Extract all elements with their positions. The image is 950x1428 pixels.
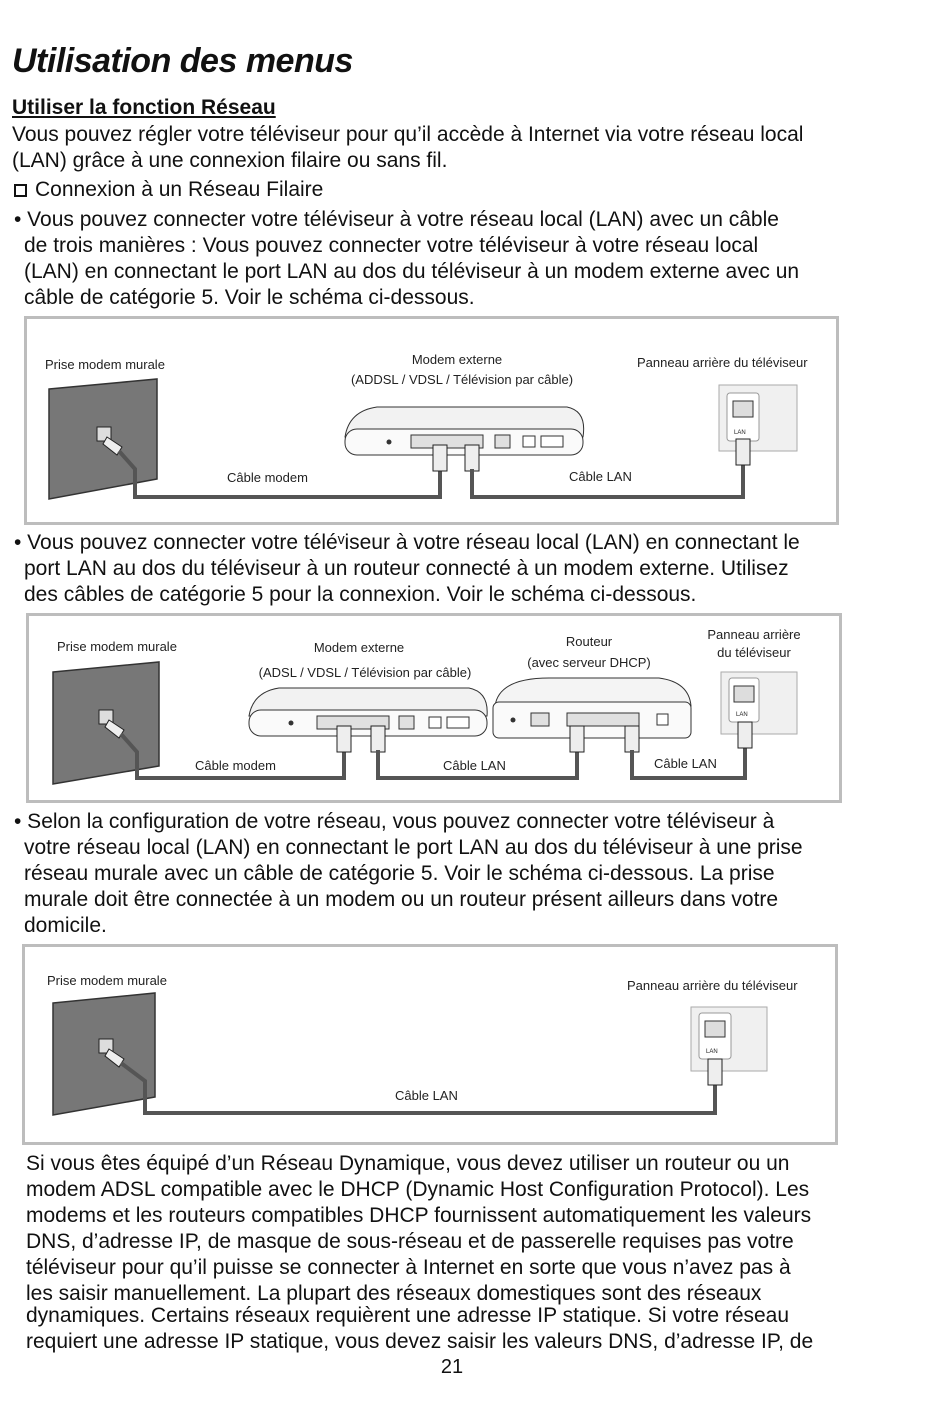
bullet-line: domicile. <box>24 914 107 937</box>
intro-paragraph <box>12 122 803 174</box>
cable-plug-icon <box>570 726 584 752</box>
label-tv-panel: Panneau arrière <box>707 627 801 642</box>
router-led-icon <box>511 718 516 723</box>
rj45-port-icon <box>705 1021 725 1037</box>
router-wan-port-icon <box>531 713 549 726</box>
rj45-port-icon <box>733 401 753 417</box>
label-modem-type: (ADDSL / VDSL / Télévision par câble) <box>350 372 574 387</box>
label-modem-title: Modem externe <box>313 640 405 655</box>
paragraph-line: modems et les routeurs compatibles DHCP fournissent automatiquement les valeurs <box>26 1204 812 1227</box>
cable-plug-icon <box>337 726 351 752</box>
diagram-modem-connection <box>24 316 839 525</box>
bullet-line: réseau murale avec un câble de catégorie 5. Voir le schéma ci-dessous. La prise <box>24 862 775 885</box>
label-lan-cable: Câble LAN <box>395 1088 458 1103</box>
label-lan-port: LAN <box>736 712 748 718</box>
paragraph-line: requiert une adresse IP statique, vous devez saisir les valeurs DNS, d’adresse IP, de <box>26 1330 814 1353</box>
label-wall-socket: Prise modem murale <box>45 357 165 372</box>
bullet-line: • Vous pouvez connecter votre téléᵛiseur à votre réseau local (LAN) en connectant le <box>14 531 800 554</box>
paragraph-line: les saisir manuellement. La plupart des réseaux domestiques sont des réseaux <box>26 1282 762 1305</box>
diagram-router-connection <box>26 613 842 803</box>
label-wall-socket: Prise modem murale <box>57 639 177 654</box>
label-lan-cable: Câble LAN <box>443 758 506 773</box>
bullet-line: de trois manières : Vous pouvez connecter votre téléviseur à votre réseau local <box>24 234 759 257</box>
page-title: Utilisation des menus <box>12 42 353 80</box>
modem-power-port-icon <box>541 436 563 447</box>
label-lan-port: LAN <box>734 430 746 436</box>
modem-power-port-icon <box>447 717 469 728</box>
label-lan-cable: Câble LAN <box>569 469 632 484</box>
label-modem-cable: Câble modem <box>227 470 308 485</box>
modem-led-icon <box>289 721 294 726</box>
wall-socket-icon <box>53 993 155 1115</box>
modem-wan-port-icon <box>495 435 510 448</box>
diagram-1-drawing <box>27 319 842 528</box>
modem-wan-port-icon <box>399 716 414 729</box>
bullet-paragraph-2 <box>14 530 800 608</box>
label-modem-cable: Câble modem <box>195 758 276 773</box>
router-lan-ports-icon <box>567 713 639 726</box>
paragraph-line: modem ADSL compatible avec le DHCP (Dynamic Host Configuration Protocol). Les <box>26 1178 810 1201</box>
checkbox-icon <box>14 184 27 197</box>
diagram-wall-connection <box>22 944 838 1145</box>
paragraph-line: téléviseur pour qu’il puisse se connecter à Internet en sorte que vous n’avez pas à <box>26 1256 791 1279</box>
bullet-line: votre réseau local (LAN) en connectant le port LAN au dos du téléviseur à une prise <box>24 836 803 859</box>
modem-led-icon <box>387 440 392 445</box>
modem-button-icon <box>523 436 535 447</box>
checkbox-label: Connexion à un Réseau Filaire <box>35 178 324 201</box>
label-lan-cable-2: Câble LAN <box>654 756 717 771</box>
page-number: 21 <box>440 1356 464 1378</box>
cable-plug-icon <box>433 445 447 471</box>
bullet-line: câble de catégorie 5. Voir le schéma ci-dessous. <box>24 286 475 309</box>
label-router-title: Routeur <box>565 634 613 649</box>
cable-plug-icon <box>625 726 639 752</box>
router-button-icon <box>657 714 668 725</box>
paragraph-line: DNS, d’adresse IP, de masque de sous-réseau et de passerelle requises pas votre <box>26 1230 794 1253</box>
intro-line: Vous pouvez régler votre téléviseur pour qu’il accède à Internet via votre réseau local <box>12 123 804 146</box>
bullet-line: des câbles de catégorie 5 pour la connexion. Voir le schéma ci-dessous. <box>24 583 697 606</box>
bullet-paragraph-1 <box>14 207 799 311</box>
bullet-line: murale doit être connectée à un modem ou un routeur présent ailleurs dans votre <box>24 888 779 911</box>
bullet-line: • Selon la configuration de votre réseau, vous pouvez connecter votre téléviseur à <box>14 810 775 833</box>
paragraph-line: Si vous êtes équipé d’un Réseau Dynamique, vous devez utiliser un routeur ou un <box>26 1152 790 1175</box>
cable-plug-icon <box>371 726 385 752</box>
label-tv-panel-sub: du téléviseur <box>717 645 791 660</box>
label-router-type: (avec serveur DHCP) <box>527 655 651 670</box>
cable-plug-icon <box>708 1059 722 1085</box>
final-paragraph <box>26 1151 813 1355</box>
label-modem-title: Modem externe <box>411 352 503 367</box>
label-tv-panel: Panneau arrière du téléviseur <box>637 355 808 370</box>
rj45-port-icon <box>734 686 754 702</box>
label-modem-type: (ADSL / VDSL / Télévision par câble) <box>258 665 472 680</box>
checkbox-item <box>14 177 323 203</box>
modem-button-icon <box>429 717 441 728</box>
paragraph-line: dynamiques. Certains réseaux requièrent une adresse IP statique. Si votre réseau <box>26 1304 790 1327</box>
label-wall-socket: Prise modem murale <box>47 973 167 988</box>
intro-line: (LAN) grâce à une connexion filaire ou sans fil. <box>12 149 448 172</box>
label-lan-port: LAN <box>706 1049 718 1055</box>
section-title: Utiliser la fonction Réseau <box>12 96 276 119</box>
bullet-line: port LAN au dos du téléviseur à un routeur connecté à un modem externe. Utilisez <box>24 557 789 580</box>
cable-plug-icon <box>738 722 752 748</box>
bullet-line: (LAN) en connectant le port LAN au dos du téléviseur à un modem externe avec un <box>24 260 800 283</box>
label-tv-panel: Panneau arrière du téléviseur <box>627 978 798 993</box>
cable-plug-icon <box>465 445 479 471</box>
cable-plug-icon <box>736 439 750 465</box>
bullet-paragraph-3 <box>14 809 803 939</box>
bullet-line: • Vous pouvez connecter votre téléviseur à votre réseau local (LAN) avec un câble <box>14 208 779 231</box>
